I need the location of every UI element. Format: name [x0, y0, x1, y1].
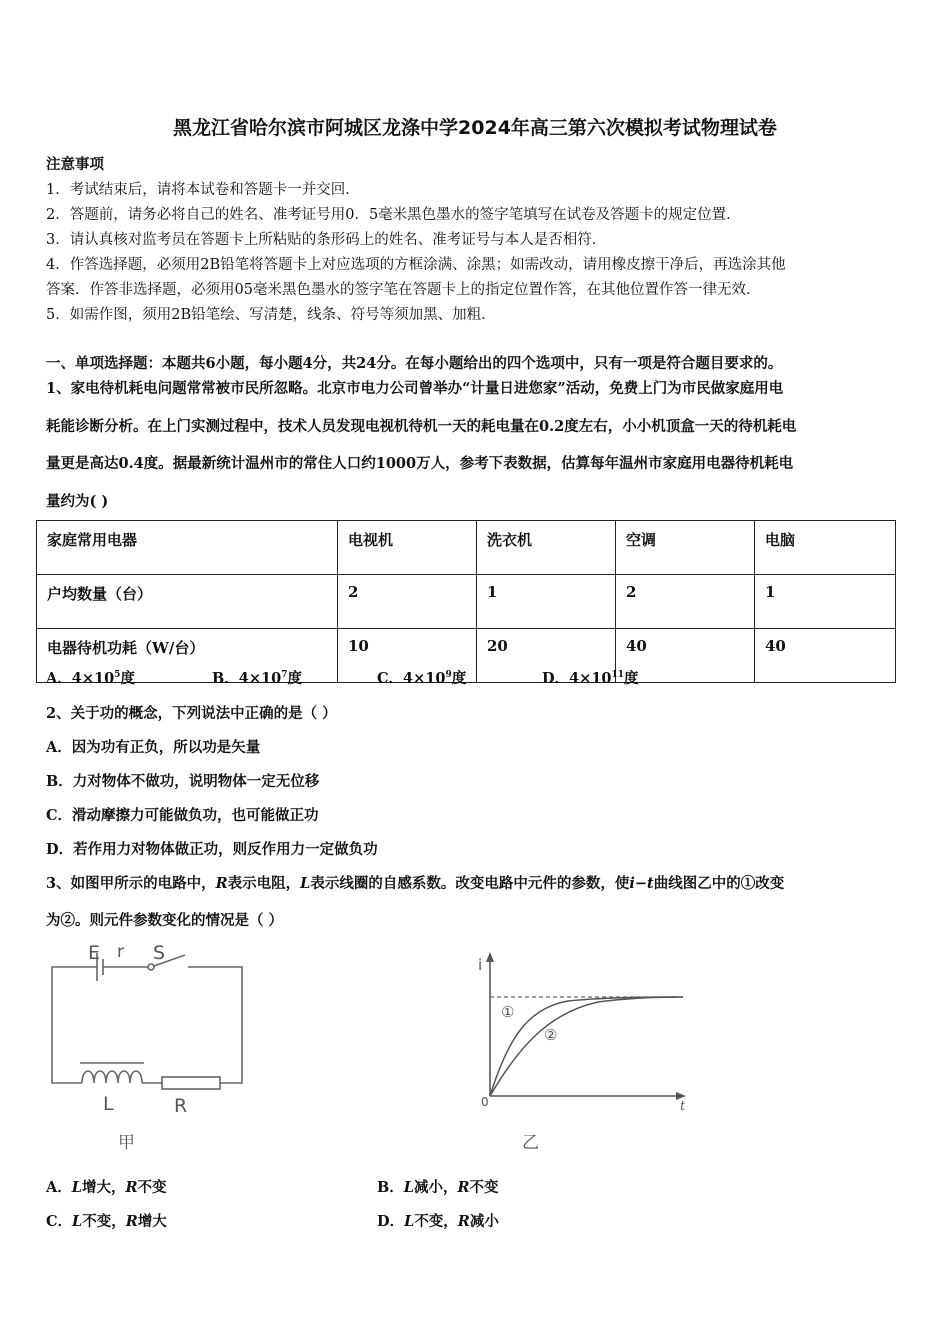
table-cell: 10	[338, 629, 477, 683]
notice-item: 答案．作答非选择题，必须用05毫米黑色墨水的签字笔在答题卡上的指定位置作答，在其他位置作答一律无效．	[46, 282, 761, 298]
option-d[interactable]: D．$4\times 10^{11}$度	[542, 670, 639, 687]
question-stem: 为②。则元件参数变化的情况是（ ）	[46, 912, 284, 929]
curve-2	[490, 997, 683, 1096]
table-row	[37, 575, 896, 629]
option-d[interactable]: D．若作用力对物体做正功，则反作用力一定做负功	[46, 841, 378, 858]
option-b[interactable]: B．力对物体不做功，说明物体一定无位移	[46, 773, 320, 790]
notice-item: 4．作答选择题，必须用2B铅笔将答题卡上对应选项的方框涂满、涂黑；如需改动，请用橡皮擦干净后，再选涂其他	[46, 257, 786, 273]
label-r: R	[174, 1095, 188, 1117]
table-cell: 40	[755, 629, 896, 683]
option-a[interactable]: A．L增大，R不变	[46, 1179, 167, 1196]
table-header-cell: 空调	[616, 521, 755, 575]
page-title: 黑龙江省哈尔滨市阿城区龙涤中学2024年高三第六次模拟考试物理试卷	[173, 117, 777, 139]
curve-label-2: ②	[544, 1026, 558, 1044]
table-cell: 户均数量（台）	[37, 575, 338, 629]
table-cell: 2	[338, 575, 477, 629]
table-row	[37, 521, 896, 575]
y-axis-arrow	[486, 952, 494, 962]
circuit-diagram	[40, 935, 255, 1155]
table-cell: 1	[755, 575, 896, 629]
section-heading: 一、单项选择题：本题共6小题，每小题4分，共24分。在每小题给出的四个选项中，只有一项是符合题目要求的。	[46, 355, 783, 372]
label-e: E	[88, 942, 101, 964]
origin-label: 0	[481, 1095, 489, 1109]
table-header-cell: 电视机	[338, 521, 477, 575]
curve-label-1: ①	[501, 1003, 515, 1021]
table-header-cell: 电脑	[755, 521, 896, 575]
option-a[interactable]: A．因为功有正负，所以功是矢量	[46, 739, 261, 756]
question-line: 量约为( )	[46, 493, 109, 510]
appliance-table	[36, 520, 896, 683]
table-header-cell: 家庭常用电器	[37, 521, 338, 575]
caption-jia: 甲	[118, 1133, 135, 1153]
label-s: S	[153, 942, 166, 964]
option-c[interactable]: C．滑动摩擦力可能做负功，也可能做正功	[46, 807, 319, 824]
question-line: 量更是高达0.4度。据最新统计温州市的常住人口约1000万人，参考下表数据，估算每年温州市家庭用电器待机耗电	[46, 455, 794, 472]
curve-1	[490, 997, 678, 1096]
axis-label-t: t	[680, 1099, 686, 1114]
table-cell: 2	[616, 575, 755, 629]
question-stem: 2、关于功的概念，下列说法中正确的是（ ）	[46, 705, 337, 722]
it-graph	[468, 948, 698, 1158]
question-line: 耗能诊断分析。在上门实测过程中，技术人员发现电视机待机一天的耗电量在0.2度左右，小小机顶盒一天的待机耗电	[46, 418, 797, 435]
table-cell: 20	[477, 629, 616, 683]
option-c[interactable]: C．$4\times 10^9$度	[377, 670, 467, 687]
notice-item: 5．如需作图，须用2B铅笔绘、写清楚，线条、符号等须加黑、加粗．	[46, 307, 496, 323]
table-cell: 1	[477, 575, 616, 629]
label-r-internal: r	[117, 942, 124, 962]
axis-label-i: i	[478, 956, 483, 974]
notice-item: 3．请认真核对监考员在答题卡上所粘贴的条形码上的姓名、准考证号与本人是否相符．	[46, 232, 607, 248]
notice-heading: 注意事项	[46, 156, 104, 173]
option-a[interactable]: A．$4\times 10^5$度	[46, 670, 135, 687]
option-b[interactable]: B．$4\times 10^7$度	[212, 670, 302, 687]
question-line: 1、家电待机耗电问题常常被市民所忽略。北京市电力公司曾举办“计量日进您家”活动，免费上门为市民做家庭用电	[46, 380, 784, 397]
table-header-cell: 洗衣机	[477, 521, 616, 575]
question-stem: 3、如图甲所示的电路中，R表示电阻，L表示线圈的自感系数。改变电路中元件的参数，使i−t曲线图乙中的①改变	[46, 875, 785, 892]
caption-yi: 乙	[522, 1133, 539, 1153]
notice-item: 1．考试结束后，请将本试卷和答题卡一并交回．	[46, 182, 360, 198]
table-cell: 40	[616, 629, 755, 683]
notice-item: 2．答题前，请务必将自己的姓名、准考证号用0．5毫米黑色墨水的签字笔填写在试卷及答题卡的规定位置．	[46, 207, 741, 223]
option-d[interactable]: D．L不变，R减小	[377, 1213, 499, 1230]
table-cell: 电器待机功耗（W/台）	[37, 629, 338, 683]
option-c[interactable]: C．L不变，R增大	[46, 1213, 167, 1230]
option-b[interactable]: B．L减小，R不变	[377, 1179, 499, 1196]
label-l: L	[103, 1093, 114, 1115]
